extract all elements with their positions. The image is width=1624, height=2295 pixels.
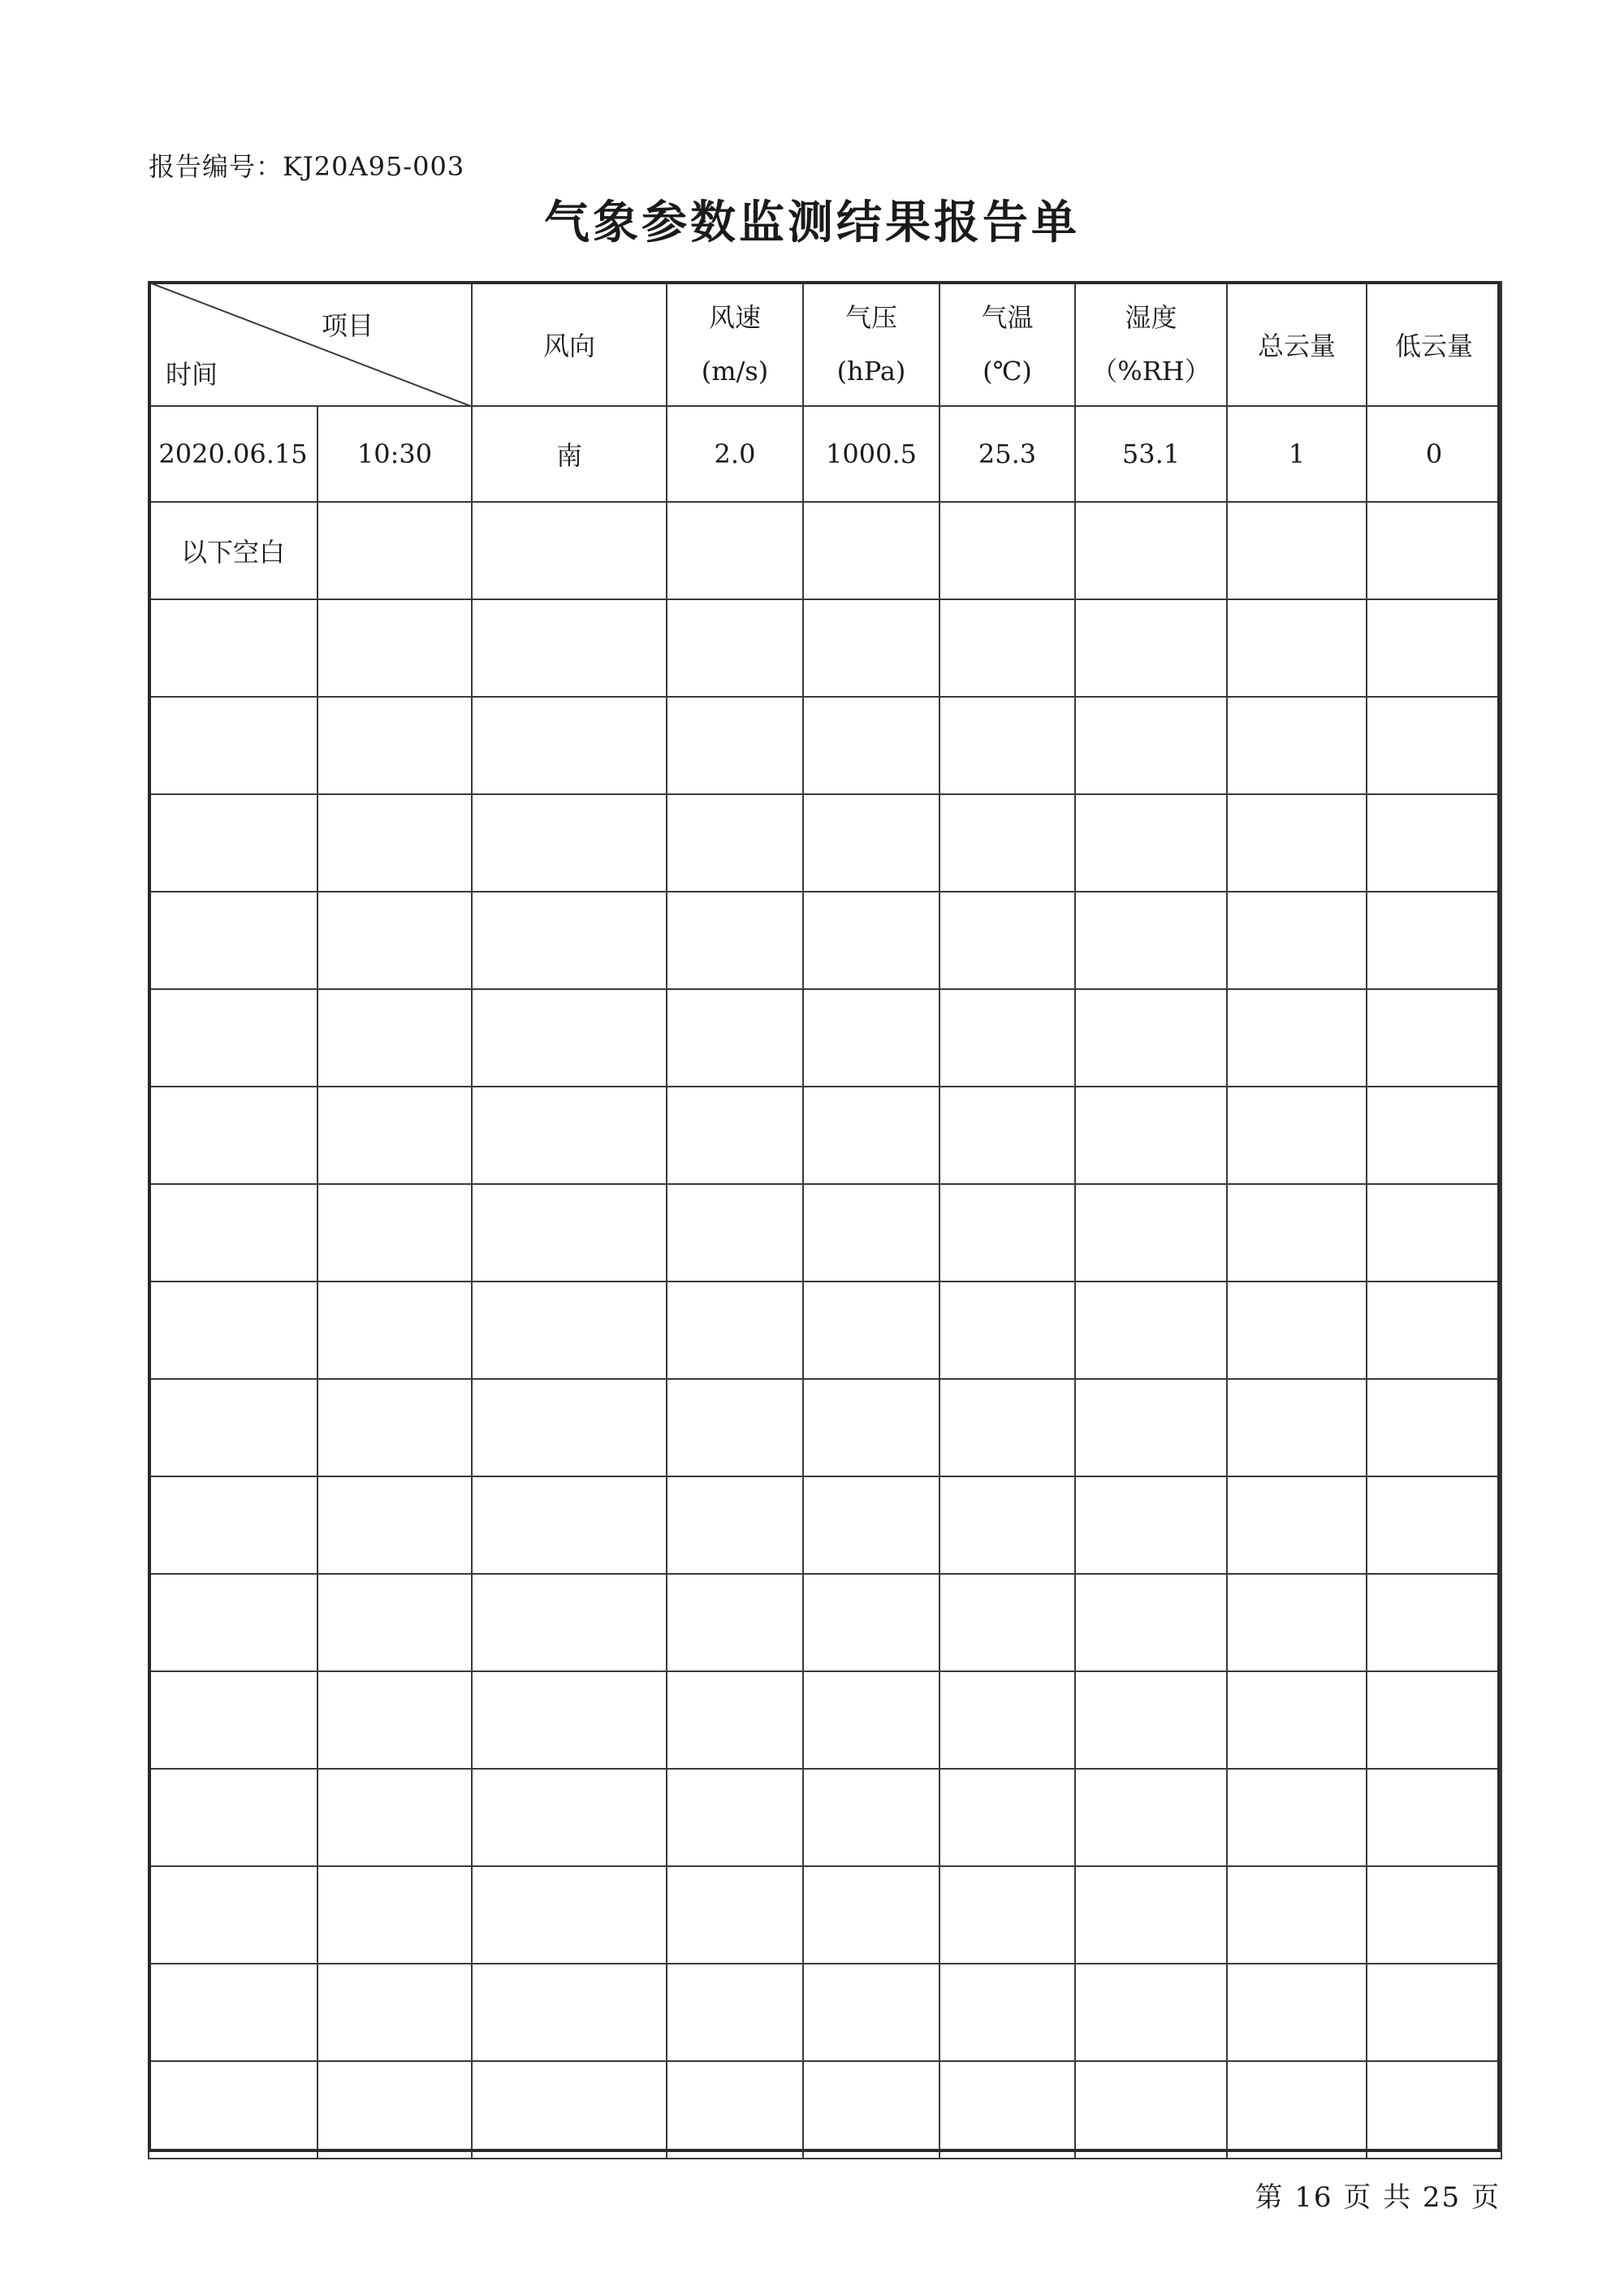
col-header-pressure: 气压 (hPa) — [803, 282, 939, 406]
page-number: 第 16 页 共 25 页 — [1255, 2181, 1501, 2214]
page-title: 气象参数监测结果报告单 — [544, 197, 1080, 249]
cell-wind-direction: 南 — [472, 406, 667, 502]
corner-item-label: 项目 — [321, 310, 374, 341]
cell-temperature: 25.3 — [939, 406, 1075, 502]
table-outer-border — [148, 281, 1501, 2152]
col-header-temperature: 气温 (℃) — [939, 282, 1075, 406]
cell-pressure: 1000.5 — [803, 406, 939, 502]
blank-note: 以下空白 — [149, 502, 317, 599]
col-header-total-cloud: 总云量 — [1227, 282, 1367, 406]
col-header-low-cloud: 低云量 — [1367, 282, 1501, 406]
col-header-humidity: 湿度 （%RH） — [1075, 282, 1227, 406]
corner-time-label: 时间 — [166, 359, 218, 390]
cell-wind-speed: 2.0 — [667, 406, 803, 502]
cell-total-cloud: 1 — [1227, 406, 1367, 502]
report-number-line — [149, 146, 464, 184]
report-number: KJ20A95-003 — [283, 151, 465, 182]
cell-humidity: 53.1 — [1075, 406, 1227, 502]
cell-low-cloud: 0 — [1367, 406, 1501, 502]
report-number-label: 报告编号： — [149, 151, 283, 182]
cell-date: 2020.06.15 — [149, 406, 317, 502]
col-header-wind-direction: 风向 — [472, 282, 667, 406]
col-header-wind-speed: 风速 (m/s) — [667, 282, 803, 406]
cell-time: 10:30 — [317, 406, 472, 502]
